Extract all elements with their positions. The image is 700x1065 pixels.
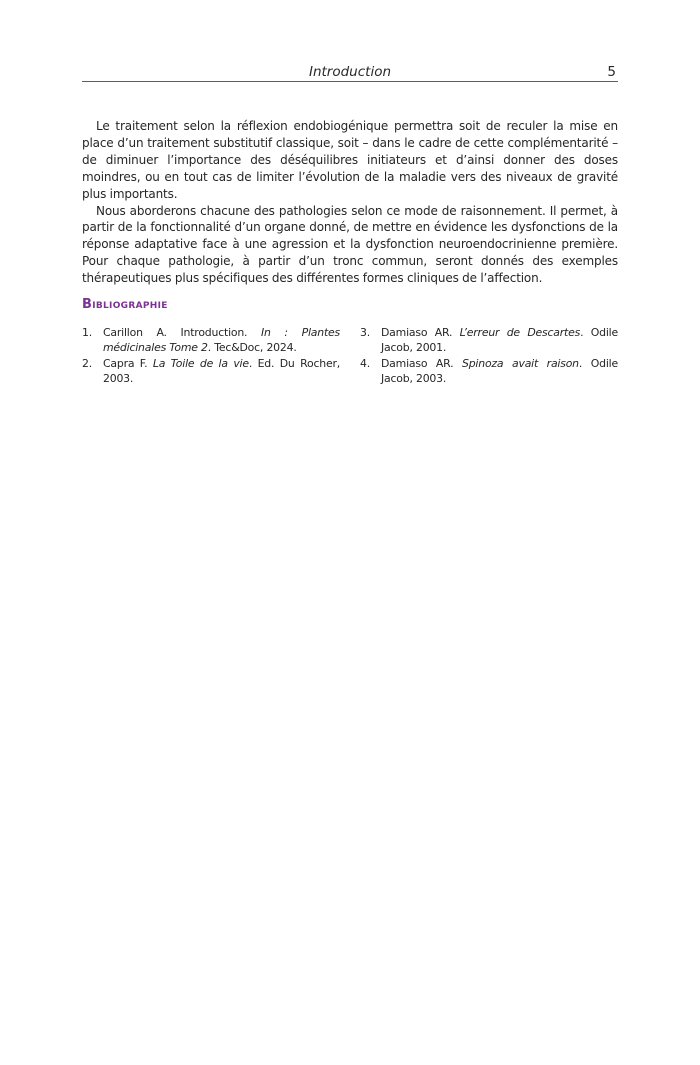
reference-number: 4.: [360, 357, 370, 370]
reference-author: Damiaso AR.: [381, 326, 460, 339]
reference-item: [360, 325, 618, 355]
reference-publisher: . Odile Jacob, 2001.: [381, 326, 618, 354]
bibliography-column-left: [82, 325, 340, 387]
reference-publisher: . Odile Jacob, 2003.: [381, 357, 618, 385]
reference-work-title: L’erreur de Descartes: [459, 326, 581, 339]
reference-item: [360, 356, 618, 386]
paragraph: Nous aborderons chacune des pathologies selon ce mode de raisonnement. Il permet, à partir de la fonctionnalité d’un organe donné, de mettre en évidence les dysfonctions de la réponse adaptative face à une agression et la dysfonction neuroendocrinienne première. Pour chaque pathologie, à partir d’un tronc commun, seront donnés des exemples thérapeutiques plus spécifiques des différentes formes cliniques de l’affection.: [82, 203, 618, 286]
reference-number: 3.: [360, 326, 370, 339]
reference-author: Capra F.: [103, 357, 153, 370]
reference-number: 1.: [82, 326, 92, 339]
reference-work-title: La Toile de la vie: [152, 357, 249, 370]
page-number: 5: [607, 64, 616, 80]
running-header: [82, 63, 618, 83]
header-divider: [82, 81, 618, 82]
reference-item: [82, 325, 340, 355]
reference-publisher: . Tec&Doc, 2024.: [207, 341, 297, 354]
chapter-title: Introduction: [308, 64, 392, 80]
reference-item: [82, 356, 340, 386]
reference-author: Damiaso AR.: [381, 357, 462, 370]
bibliography-heading: Bibliographie: [82, 297, 168, 312]
reference-author: Carillon A. Introduction.: [103, 326, 262, 339]
paragraph: Le traitement selon la réflexion endobiogénique permettra soit de reculer la mise en place d’un traitement substitutif classique, soit – dans le cadre de cette complémentarité – de diminuer l’importance des déséquilibres initiateurs et d’ainsi donner des doses moindres, ou en tout cas de limiter l’évolution de la maladie vers des niveaux de gravité plus importants.: [82, 119, 618, 201]
reference-work-title: Spinoza avait raison: [461, 357, 579, 370]
reference-publisher: . Ed. Du Rocher, 2003.: [103, 357, 340, 385]
body-text: [82, 118, 618, 287]
reference-number: 2.: [82, 357, 92, 370]
bibliography-column-right: [360, 325, 618, 387]
reference-work-title: In : Plantes médicinales Tome 2: [103, 326, 340, 354]
